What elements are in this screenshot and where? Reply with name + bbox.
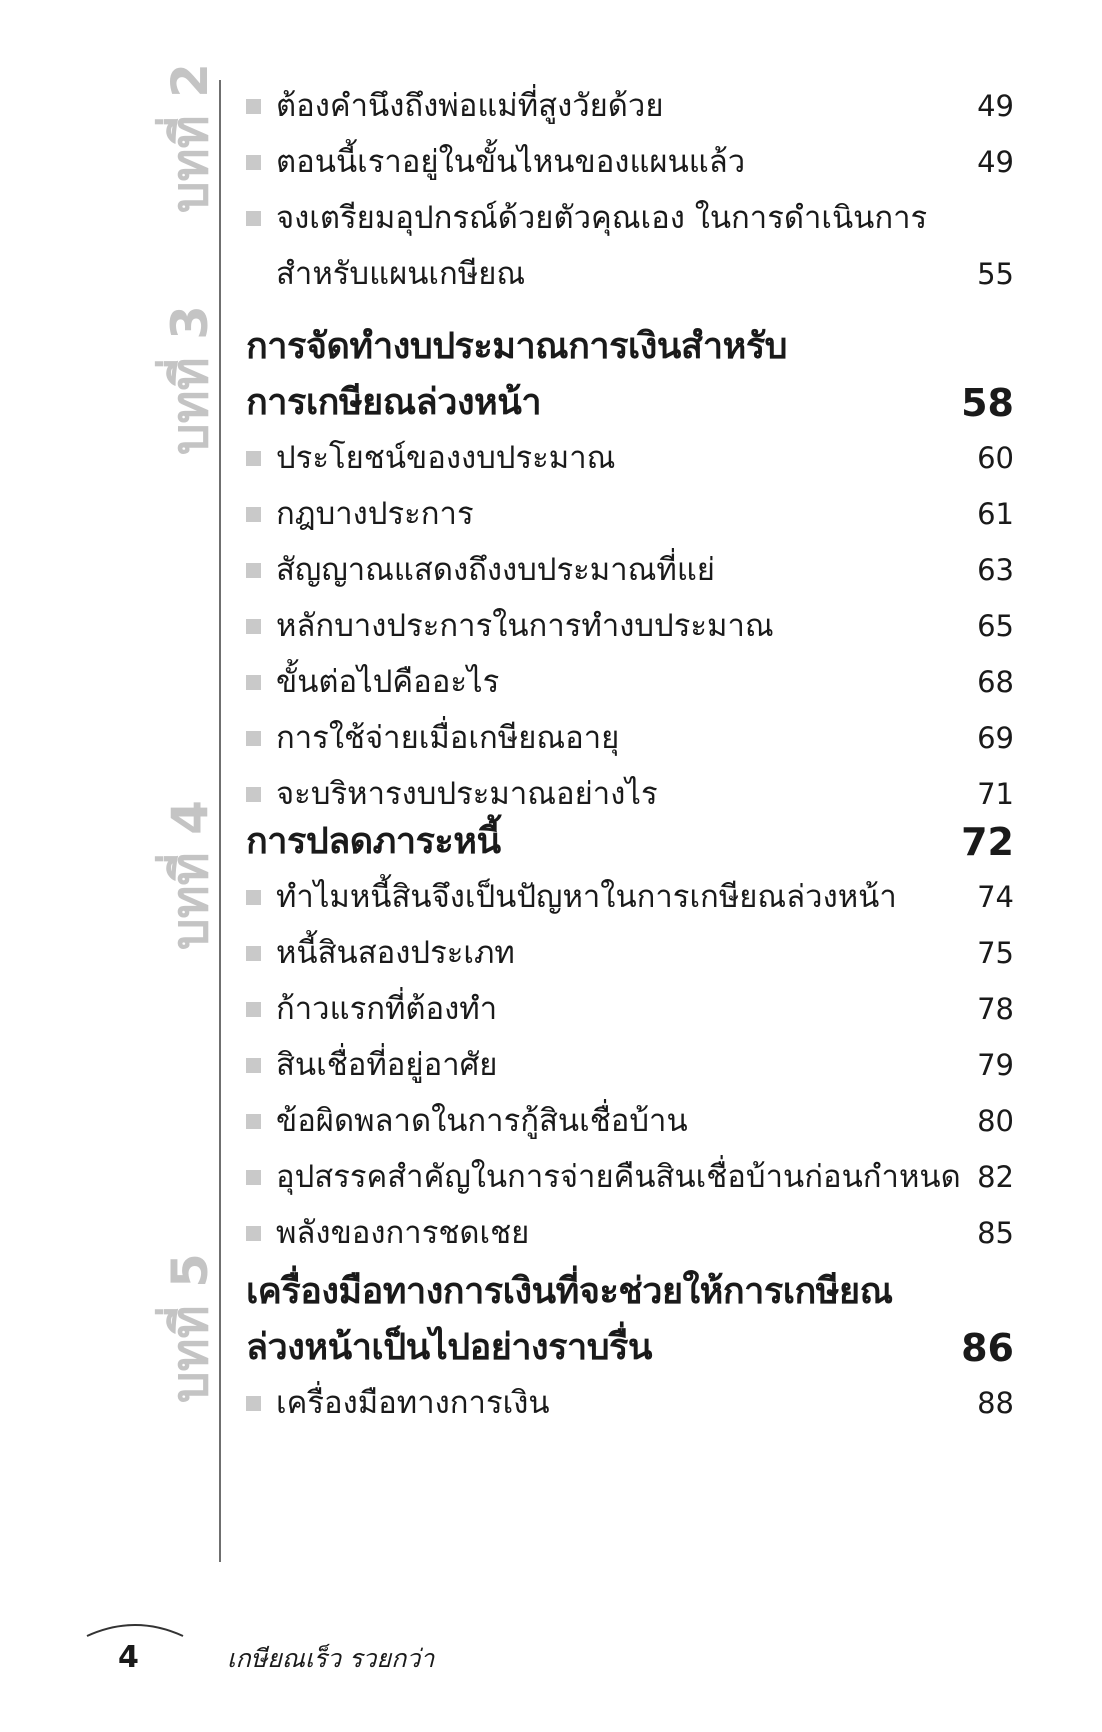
square-bullet-icon [246, 731, 261, 746]
toc-item[interactable] [246, 136, 1014, 192]
toc-item-label: หนี้สินสองประเภท [276, 935, 515, 971]
toc-item-page-number: 80 [977, 1104, 1014, 1138]
square-bullet-icon [246, 1058, 261, 1073]
chapter-heading[interactable] [246, 1321, 1014, 1377]
toc-item-label: พลังของการชดเชย [276, 1215, 530, 1251]
square-bullet-icon [246, 787, 261, 802]
chapter-page-number: 58 [961, 381, 1014, 425]
chapter-label: บทที่ 2 [161, 63, 219, 213]
square-bullet-icon [246, 563, 261, 578]
square-bullet-icon [246, 890, 261, 905]
toc-item[interactable] [246, 192, 1014, 248]
toc-item-page-number: 79 [977, 1048, 1014, 1082]
toc-item-page-number: 68 [977, 665, 1014, 699]
footer-arc-ornament [85, 1620, 185, 1638]
square-bullet-icon [246, 451, 261, 466]
toc-item-label: ขั้นต่อไปคืออะไร [276, 664, 500, 700]
square-bullet-icon [246, 99, 261, 114]
chapter-page-number: 72 [961, 820, 1014, 864]
footer-book-title: เกษียณเร็ว รวยกว่า [227, 1644, 435, 1673]
toc-item-page-number: 49 [977, 89, 1014, 123]
toc-item-label: ประโยชน์ของงบประมาณ [276, 440, 616, 476]
toc-item-page-number: 78 [977, 992, 1014, 1026]
toc-item-page-number: 85 [977, 1216, 1014, 1250]
toc-item-label: การใช้จ่ายเมื่อเกษียณอายุ [276, 720, 620, 756]
square-bullet-icon [246, 675, 261, 690]
toc-item[interactable] [246, 656, 1014, 712]
toc-item[interactable] [246, 1207, 1014, 1263]
square-bullet-icon [246, 1396, 261, 1411]
toc-item-label: อุปสรรคสำคัญในการจ่ายคืนสินเชื่อบ้านก่อนกำหนด [276, 1159, 961, 1195]
chapter-title: การเกษียณล่วงหน้า [246, 382, 542, 423]
toc-item[interactable] [246, 1151, 1014, 1207]
toc-item-page-number: 69 [977, 721, 1014, 755]
square-bullet-icon [246, 946, 261, 961]
toc-item-page-number: 55 [977, 257, 1014, 291]
toc-item-page-number: 60 [977, 441, 1014, 475]
toc-item-label: กฎบางประการ [276, 496, 474, 532]
chapter-title: การจัดทำงบประมาณการเงินสำหรับ [246, 326, 788, 367]
toc-item-page-number: 49 [977, 145, 1014, 179]
toc-item[interactable] [246, 600, 1014, 656]
toc-item[interactable] [246, 80, 1014, 136]
toc-item[interactable] [246, 1039, 1014, 1095]
square-bullet-icon [246, 619, 261, 634]
toc-item[interactable] [246, 488, 1014, 544]
square-bullet-icon [246, 1170, 261, 1185]
chapter-heading[interactable] [246, 376, 1014, 432]
toc-item-page-number: 74 [977, 880, 1014, 914]
toc-item-page-number: 88 [977, 1386, 1014, 1420]
toc-item[interactable] [246, 1095, 1014, 1151]
toc-item-label: หลักบางประการในการทำงบประมาณ [276, 608, 774, 644]
toc-item[interactable] [246, 432, 1014, 488]
toc-item-label: ตอนนี้เราอยู่ในขั้นไหนของแผนแล้ว [276, 144, 746, 180]
square-bullet-icon [246, 211, 261, 226]
toc-item-page-number: 61 [977, 497, 1014, 531]
toc-item[interactable] [246, 544, 1014, 600]
toc-item-page-number: 82 [977, 1160, 1014, 1194]
chapter-heading[interactable] [246, 320, 1014, 376]
chapter-heading[interactable] [246, 1265, 1014, 1321]
toc-item-label: ก้าวแรกที่ต้องทำ [276, 991, 498, 1027]
toc-item-page-number: 65 [977, 609, 1014, 643]
toc-item[interactable] [246, 871, 1014, 927]
toc-item-label: จะบริหารงบประมาณอย่างไร [276, 776, 658, 812]
chapter-title: เครื่องมือทางการเงินที่จะช่วยให้การเกษียณ [246, 1271, 893, 1312]
toc-item[interactable] [246, 983, 1014, 1039]
square-bullet-icon [246, 1114, 261, 1129]
toc-item-label: สำหรับแผนเกษียณ [276, 256, 526, 292]
toc-item-page-number: 75 [977, 936, 1014, 970]
chapter-heading[interactable] [246, 815, 1014, 871]
toc-item-page-number: 71 [977, 777, 1014, 811]
toc-item-label: ข้อผิดพลาดในการกู้สินเชื่อบ้าน [276, 1103, 688, 1139]
chapter-label: บทที่ 5 [161, 1253, 219, 1403]
toc-item[interactable] [246, 712, 1014, 768]
square-bullet-icon [246, 1226, 261, 1241]
footer-page-number: 4 [118, 1640, 139, 1675]
chapter-label: บทที่ 4 [161, 800, 219, 950]
toc-item-label: สัญญาณแสดงถึงงบประมาณที่แย่ [276, 552, 715, 588]
square-bullet-icon [246, 155, 261, 170]
chapter-title: การปลดภาระหนี้ [246, 821, 501, 862]
chapter-title: ล่วงหน้าเป็นไปอย่างราบรื่น [246, 1327, 652, 1368]
chapter-page-number: 86 [961, 1326, 1014, 1370]
toc-item-label: เครื่องมือทางการเงิน [276, 1385, 550, 1421]
square-bullet-icon [246, 1002, 261, 1017]
chapter-label: บทที่ 3 [161, 305, 219, 455]
toc-item[interactable] [246, 248, 1014, 304]
toc-item-label: ต้องคำนึงถึงพ่อแม่ที่สูงวัยด้วย [276, 88, 664, 124]
toc-item-page-number: 63 [977, 553, 1014, 587]
toc-item-label: ทำไมหนี้สินจึงเป็นปัญหาในการเกษียณล่วงหน้า [276, 879, 897, 915]
toc-item[interactable] [246, 1377, 1014, 1433]
toc-item-label: สินเชื่อที่อยู่อาศัย [276, 1047, 498, 1083]
toc-item[interactable] [246, 927, 1014, 983]
toc-item-label: จงเตรียมอุปกรณ์ด้วยตัวคุณเอง ในการดำเนินการ [276, 200, 928, 236]
square-bullet-icon [246, 507, 261, 522]
